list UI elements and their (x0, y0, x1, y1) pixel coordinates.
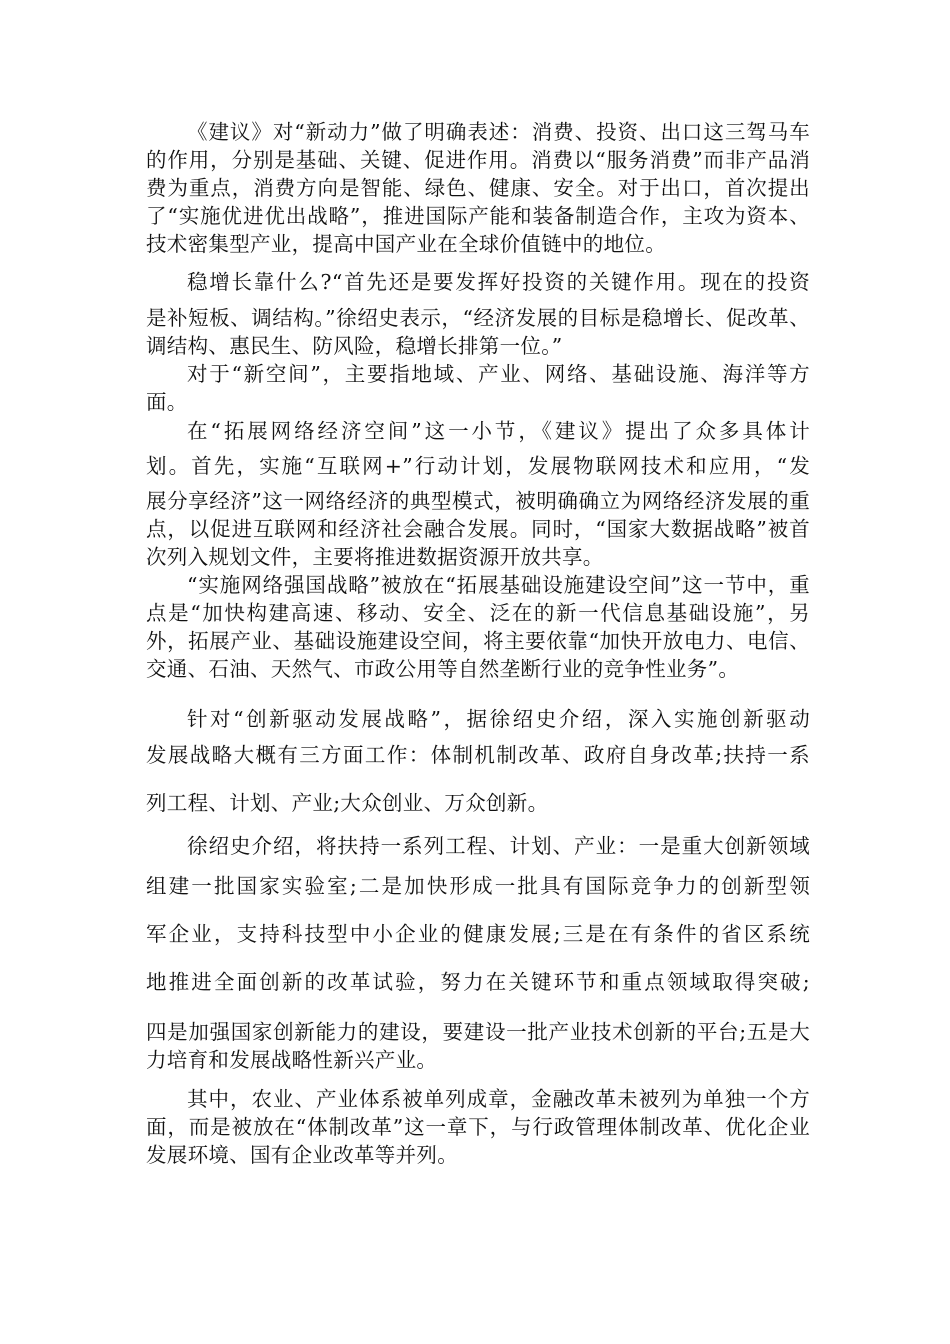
paragraph-support-continued: 四是加强国家创新能力的建设，要建设一批产业技术创新的平台;五是大力培育和发展战略性新兴产业。 (146, 1020, 810, 1072)
paragraph-support-line-3: 军企业，支持科技型中小企业的健康发展;三是在有条件的省区系统 (146, 922, 810, 946)
paragraph-support-line-1: 徐绍史介绍，将扶持一系列工程、计划、产业：一是重大创新领域 (187, 834, 810, 858)
paragraph-growth-line-1: 稳增长靠什么?“首先还是要发挥好投资的关键作用。现在的投资 (187, 270, 810, 294)
paragraph-network-power-strategy: “实施网络强国战略”被放在“拓展基础设施建设空间”这一节中，重点是“加快构建高速、移动、安全、泛在的新一代信息基础设施”，另外，拓展产业、基础设施建设空间，将主要依靠“加快开放电力、电信、交通、石油、天然气、市政公用等自然垄断行业的竞争性业务”。 (146, 573, 810, 681)
paragraph-support-line-2: 组建一批国家实验室;二是加快形成一批具有国际竞争力的创新型领 (146, 874, 810, 898)
paragraph-innovation-line-3: 列工程、计划、产业;大众创业、万众创新。 (146, 791, 549, 815)
paragraph-network-line-1: 在“拓展网络经济空间”这一小节，《建议》提出了众多具体计 (187, 419, 810, 443)
paragraph-support-line-4: 地推进全面创新的改革试验，努力在关键环节和重点领域取得突破; (146, 970, 810, 994)
paragraph-new-space: 对于“新空间”，主要指地域、产业、网络、基础设施、海洋等方面。 (146, 362, 810, 414)
paragraph-agriculture: 其中，农业、产业体系被单列成章，金融改革未被列为单独一个方面，而是被放在“体制改革”这一章下，与行政管理体制改革、优化企业发展环境、国有企业改革等并列。 (146, 1087, 810, 1167)
paragraph-new-momentum: 《建议》对“新动力”做了明确表述：消费、投资、出口这三驾马车的作用，分别是基础、关键、促进作用。消费以“服务消费”而非产品消费为重点，消费方向是智能、绿色、健康、安全。对于出口，首次提出了“实施优进优出战略”，推进国际产能和装备制造合作，主攻为资本、技术密集型产业，提高中国产业在全球价值链中的地位。 (146, 120, 810, 256)
paragraph-innovation-line-1: 针对“创新驱动发展战略”，据徐绍史介绍，深入实施创新驱动 (187, 707, 810, 731)
paragraph-growth-continued: 是补短板、调结构。”徐绍史表示，“经济发展的目标是稳增长、促改革、调结构、惠民生、防风险，稳增长排第一位。” (146, 306, 810, 358)
paragraph-innovation-line-2: 发展战略大概有三方面工作：体制机制改革、政府自身改革;扶持一系 (146, 743, 810, 767)
paragraph-network-line-2: 划。首先，实施“互联网+”行动计划，发展物联网技术和应用，“发 (146, 454, 810, 478)
paragraph-network-continued: 展分享经济”这一网络经济的典型模式，被明确确立为网络经济发展的重点，以促进互联网和经济社会融合发展。同时，“国家大数据战略”被首次列入规划文件，主要将推进数据资源开放共享。 (146, 489, 810, 569)
